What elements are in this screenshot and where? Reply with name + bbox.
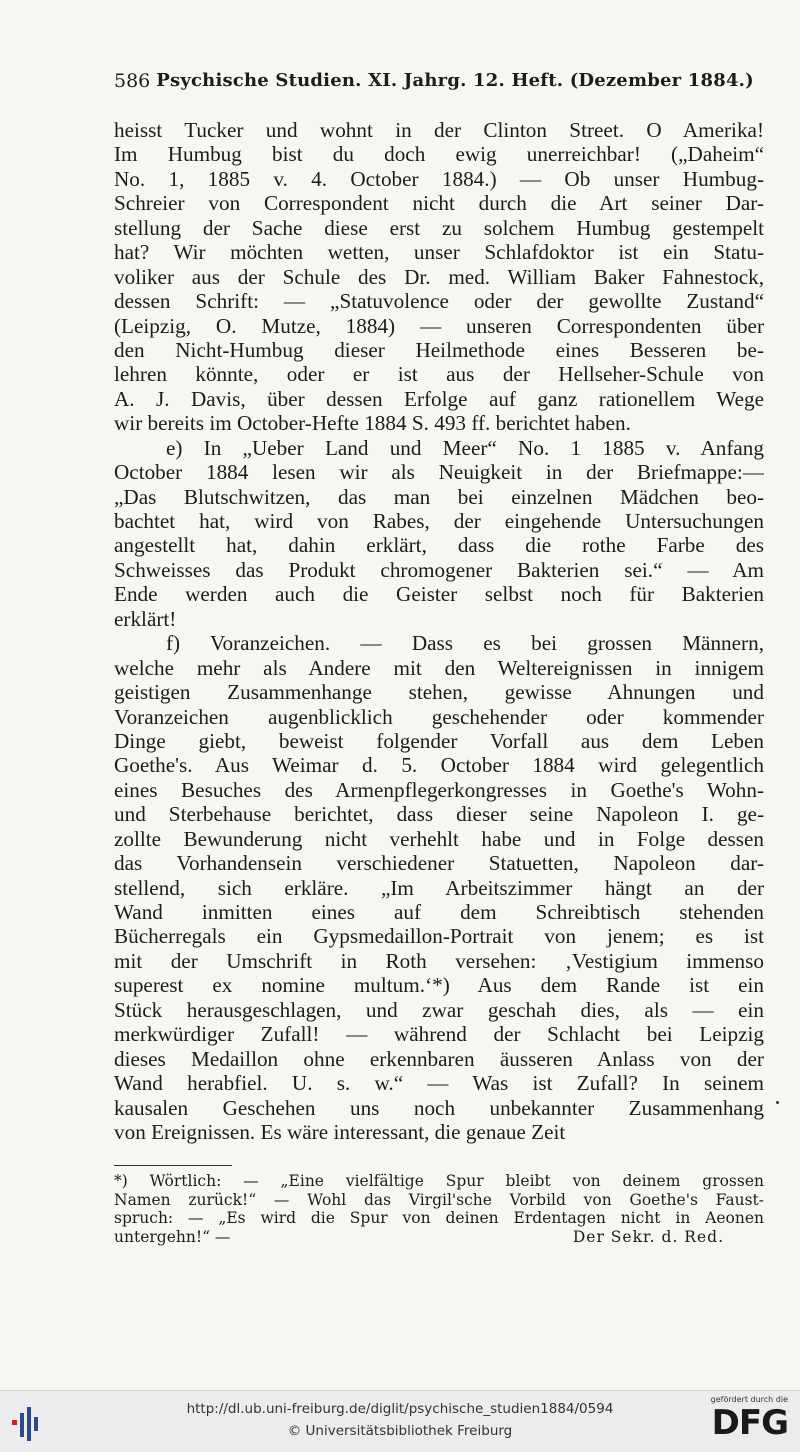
text-line: welche mehr als Andere mit den Weltereignissen in innigem — [114, 655, 764, 680]
text-line: „Das Blutschwitzen, das man bei einzelnen Mädchen beo- — [114, 484, 764, 509]
text-line: bachtet hat, wird von Rabes, der eingehende Untersuchungen — [114, 509, 764, 533]
text-line: e) In „Ueber Land und Meer“ No. 1 1885 v. Anfang — [166, 435, 764, 460]
text-line: Ende werden auch die Geister selbst noch für Bakterien — [114, 582, 764, 607]
text-line: lehren könnte, oder er ist aus der Hellseher-Schule von — [114, 362, 764, 387]
text-line: Stück herausgeschlagen, und zwar geschah dies, als — ein — [114, 997, 764, 1022]
text-line: zollte Bewunderung nicht verhehlt habe und in Folge dessen — [114, 826, 764, 851]
text-line: Goethe's. Aus Weimar d. 5. October 1884 wird gelegentlich — [114, 753, 764, 778]
footnote-rule — [114, 1165, 232, 1166]
body-text — [114, 118, 764, 1144]
footnote-signature: Der Sekr. d. Red. — [572, 1227, 724, 1246]
text-line: kausalen Geschehen uns noch unbekannter Zusammenhang — [114, 1095, 764, 1120]
dfg-logo — [704, 1395, 788, 1449]
footnote-last-line — [114, 1228, 764, 1247]
text-line: den Nicht-Humbug dieser Heilmethode eines Besseren be- — [114, 337, 764, 362]
text-line: Dinge giebt, beweist folgender Vorfall aus dem Leben — [114, 728, 764, 753]
footnote — [114, 1172, 764, 1246]
text-line: Schweisses das Produkt chromogener Bakterien sei.“ — Am — [114, 557, 764, 582]
footnote-line: *) Wörtlich: — „Eine vielfältige Spur bleibt von deinem grossen — [114, 1172, 764, 1190]
viewer-footer — [0, 1390, 800, 1452]
text-line: erklärt! — [114, 606, 177, 631]
text-line: Bücherregals ein Gypsmedaillon-Portrait von jenem; es ist — [114, 924, 764, 949]
footnote-line: Namen zurück!“ — Wohl das Virgil'sche Vorbild von Goethe's Faust- — [114, 1190, 764, 1209]
dfg-caption: gefördert durch die — [710, 1395, 788, 1404]
permalink-url[interactable]: http://dl.ub.uni-freiburg.de/diglit/psychische_studien1884/0594 — [186, 1401, 614, 1417]
text-line: mit der Umschrift in Roth versehen: ‚Vestigium immenso — [114, 948, 764, 973]
text-line: Voranzeichen augenblicklich geschehender oder kommender — [114, 704, 764, 729]
footnote-line: spruch: — „Es wird die Spur von deinen Erdentagen nicht in Aeonen — [114, 1209, 764, 1228]
text-line: f) Voranzeichen. — Dass es bei grossen Männern, — [166, 631, 764, 656]
text-line: eines Besuches des Armenpflegerkongresses in Goethe's Wohn- — [114, 777, 764, 802]
footnote-end: untergehn!“ — — [114, 1227, 231, 1246]
text-line: geistigen Zusammenhange stehen, gewisse Ahnungen und — [114, 680, 764, 705]
text-line: stellend, sich erkläre. „Im Arbeitszimmer hängt an der — [114, 875, 764, 900]
margin-mark — [776, 1101, 779, 1104]
text-line: und Sterbehause berichtet, dass dieser seine Napoleon I. ge- — [114, 802, 764, 827]
text-line: (Leipzig, O. Mutze, 1884) — unseren Correspondenten über — [114, 313, 764, 338]
text-line: Schreier von Correspondent nicht durch die Art seiner Dar- — [114, 191, 764, 216]
text-line: das Vorhandensein verschiedener Statuetten, Napoleon dar- — [114, 851, 764, 876]
text-line: dessen Schrift: — „Statuvolence oder der gewollte Zustand“ — [114, 289, 764, 314]
text-line: heisst Tucker und wohnt in der Clinton Street. O Amerika! — [114, 118, 764, 142]
text-line: merkwürdiger Zufall! — während der Schlacht bei Leipzig — [114, 1022, 764, 1047]
text-line: Wand herabfiel. U. s. w.“ — Was ist Zufall? In seinem — [114, 1071, 764, 1096]
text-line: October 1884 lesen wir als Neuigkeit in der Briefmappe:— — [114, 460, 764, 485]
text-line: wir bereits im October-Hefte 1884 S. 493 ff. berichtet haben. — [114, 411, 631, 436]
text-line: superest ex nomine multum.‘*) Aus dem Rande ist ein — [114, 973, 764, 998]
text-line: hat? Wir möchten wetten, unser Schlafdoktor ist ein Statu- — [114, 240, 764, 265]
dfg-logo-text: DFG — [711, 1403, 788, 1443]
journal-title: Psychische Studien. XI. Jahrg. 12. Heft. (Dezember 1884.) — [156, 70, 754, 91]
running-header — [114, 70, 766, 92]
text-line: No. 1, 1885 v. 4. October 1884.) — Ob unser Humbug- — [114, 166, 764, 191]
copyright-notice: © Universitätsbibliothek Freiburg — [287, 1423, 513, 1439]
text-line: von Ereignissen. Es wäre interessant, die genaue Zeit — [114, 1119, 566, 1144]
page-number: 586 — [114, 70, 151, 92]
text-line: voliker aus der Schule des Dr. med. William Baker Fahnestock, — [114, 264, 764, 289]
text-line: Wand inmitten eines auf dem Schreibtisch stehenden — [114, 900, 764, 924]
text-line: stellung der Sache diese erst zu solchem Humbug gestempelt — [114, 215, 764, 240]
text-line: A. J. Davis, über dessen Erfolge auf ganz rationellem Wege — [114, 386, 764, 411]
text-line: Im Humbug bist du doch ewig unerreichbar! („Daheim“ — [114, 142, 764, 167]
text-line: angestellt hat, dahin erklärt, dass die rothe Farbe des — [114, 533, 764, 558]
text-line: dieses Medaillon ohne erkennbaren äusseren Anlass von der — [114, 1046, 764, 1071]
